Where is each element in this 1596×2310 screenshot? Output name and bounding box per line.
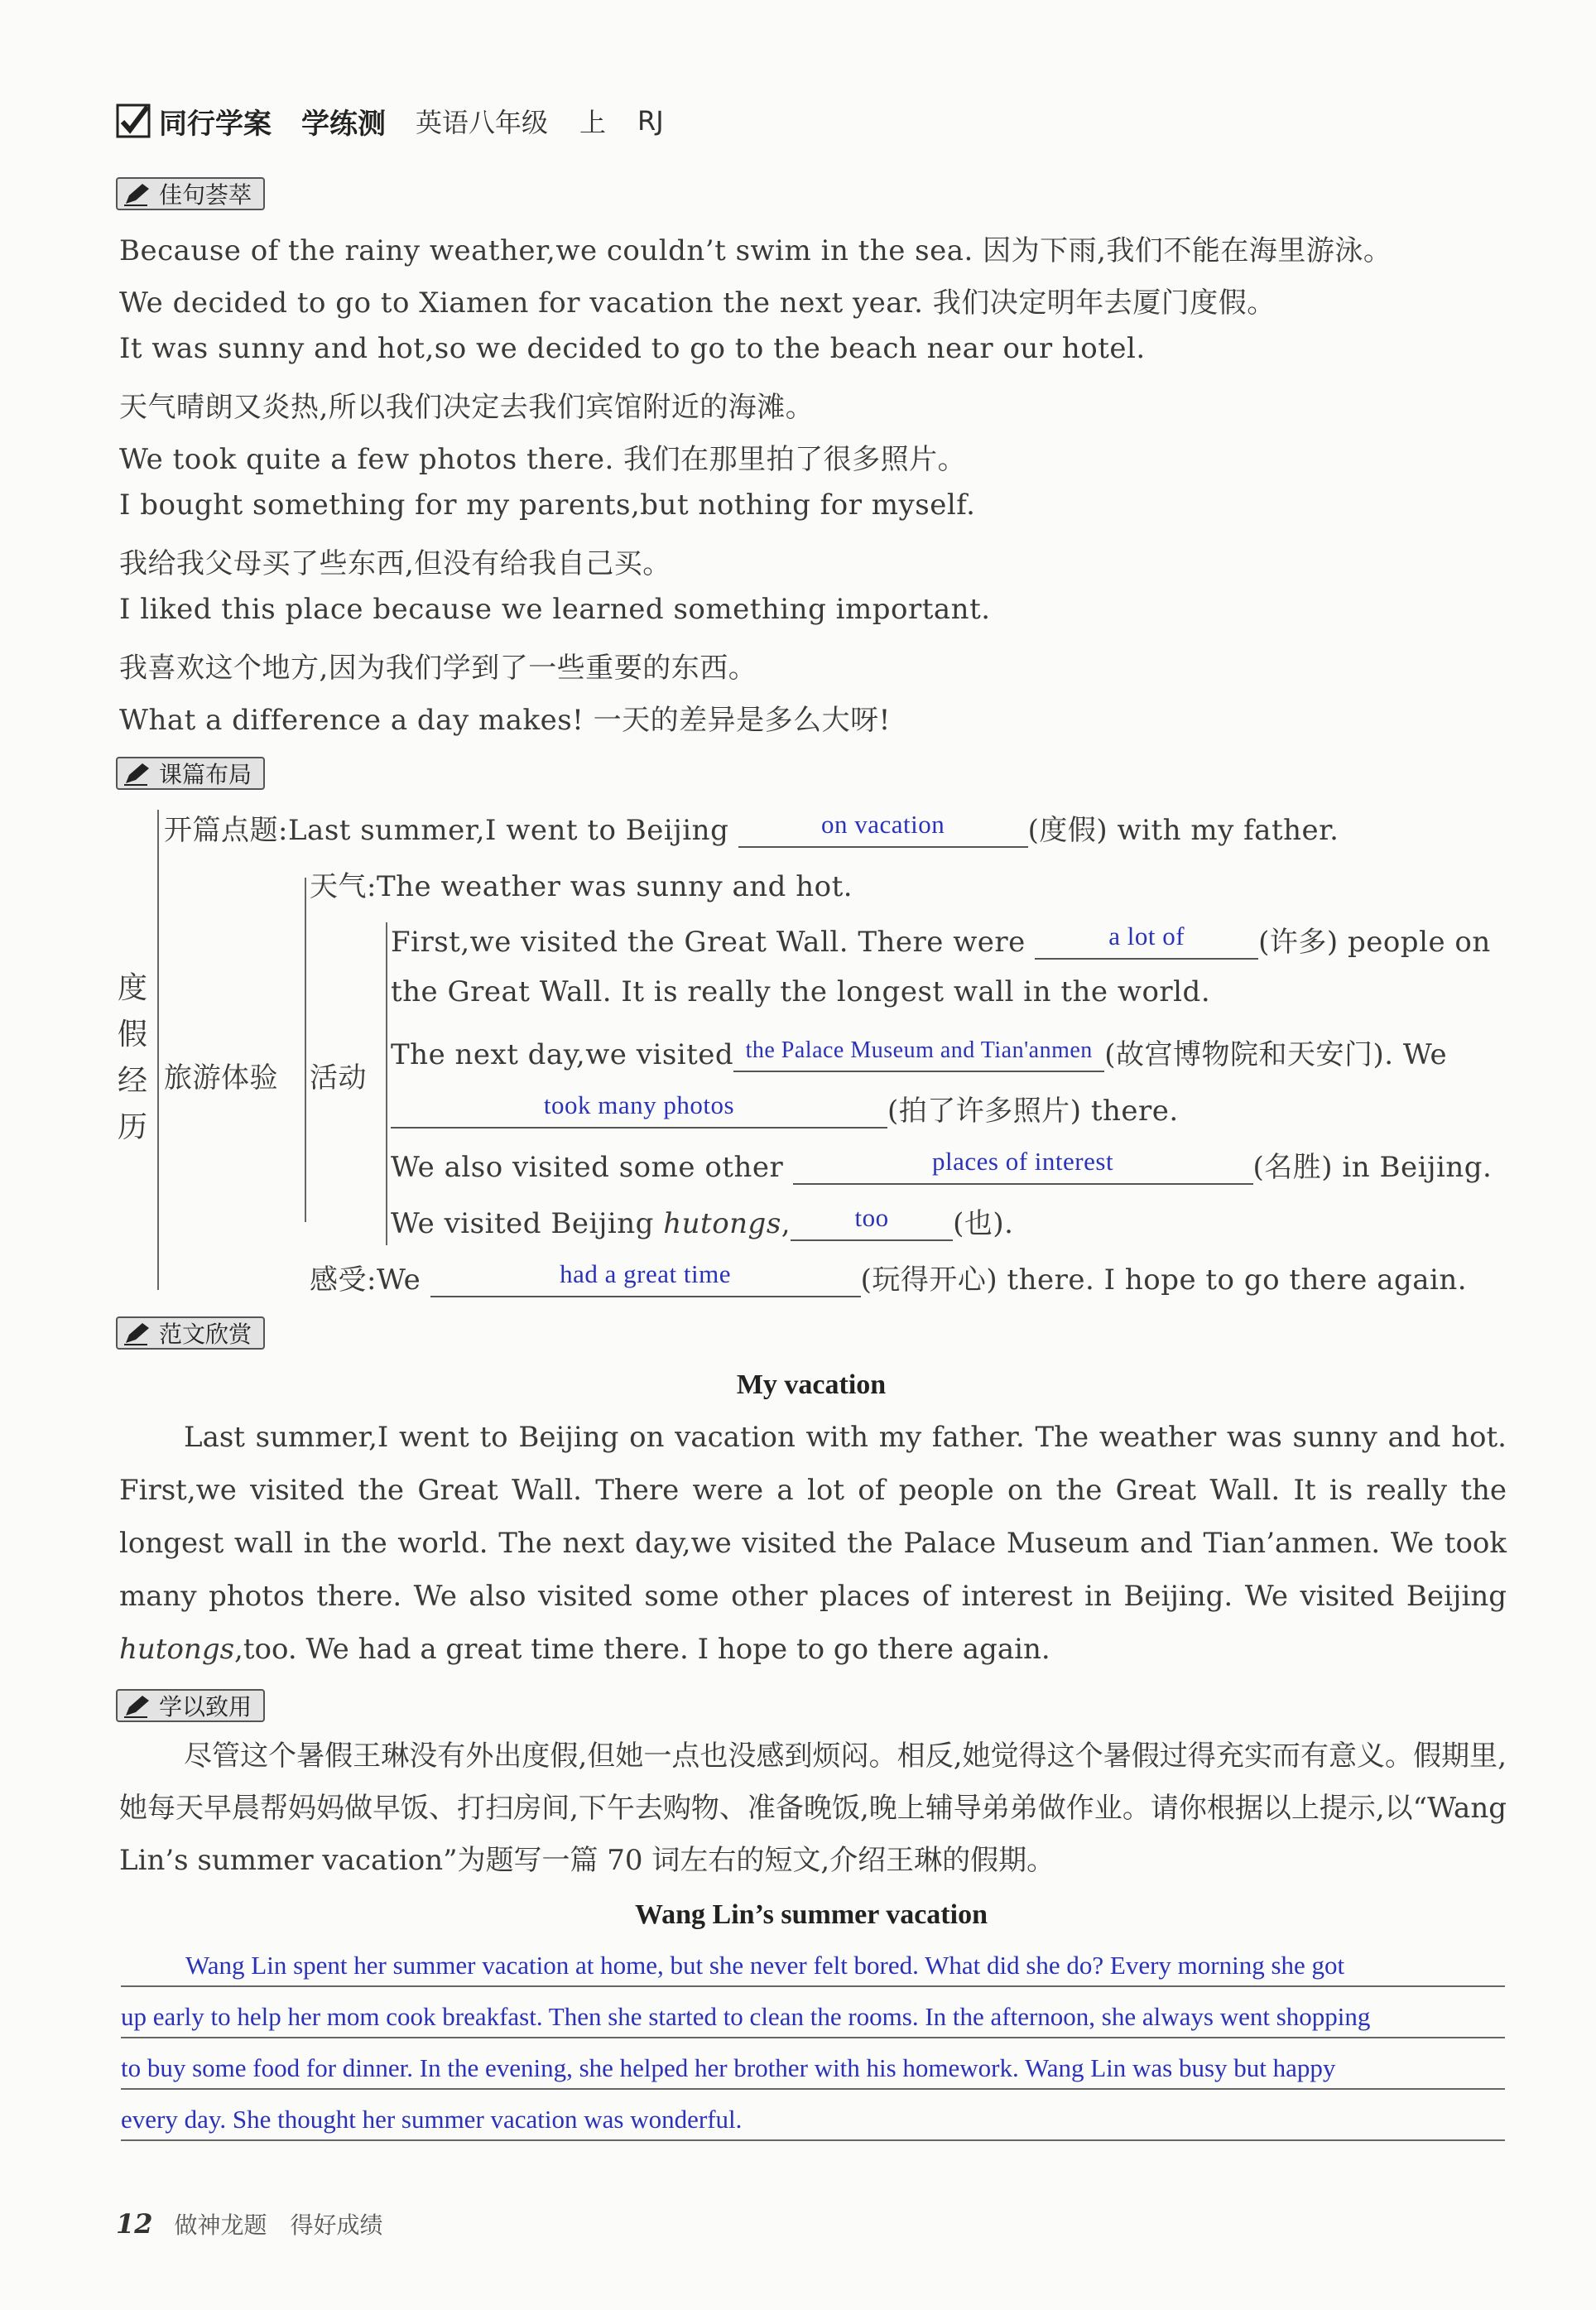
phrase-line: 我喜欢这个地方,因为我们学到了一些重要的东西。 bbox=[119, 652, 757, 685]
outline-intro bbox=[164, 807, 1339, 848]
weather-label: 天气: bbox=[310, 870, 377, 903]
section-tag-model bbox=[116, 1316, 265, 1350]
essay-answer-line: every day. She thought her summer vacation was wonderful. bbox=[121, 2105, 743, 2134]
answer-text: on vacation bbox=[821, 810, 945, 839]
answer-blank bbox=[738, 810, 1028, 848]
outline-branch: 旅游体验 bbox=[164, 1061, 278, 1095]
answer-text: had a great time bbox=[560, 1259, 731, 1288]
essay-answer-line: to buy some food for dinner. In the evening, she helped her brother with his homework. Wang Lin was busy but happy bbox=[121, 2053, 1336, 2082]
phrase-line: I liked this place because we learned something important. bbox=[119, 593, 991, 626]
outline-activity: First,we visited the Great Wall. There were a lot of (许多) people on bbox=[391, 922, 1491, 959]
outline-activity-label: 活动 bbox=[310, 1061, 367, 1095]
section-tag-phrases bbox=[116, 177, 265, 210]
checkmark-logo-icon bbox=[116, 103, 151, 138]
answer-text: a lot of bbox=[1108, 922, 1185, 950]
outline-weather bbox=[310, 864, 853, 904]
model-paragraph: Last summer,I went to Beijing on vacation with my father. The weather was sunny and hot. First,we visited the Great Wall. There were a lot of people on the Great Wall. It is really the longest wall in the world. The next day,we visited the Palace Museum and Tian’anmen. We took many photos there. We also visited some other places of interest in Beijing. We visited Beijing hutongs,too. We had a great time there. I hope to go there again. bbox=[119, 1421, 1507, 1666]
phrase-line: We took quite a few photos there. 我们在那里拍了很多照片。 bbox=[119, 443, 967, 476]
weather-text: The weather was sunny and hot. bbox=[376, 870, 853, 903]
section-tag-label: 学以致用 bbox=[159, 1693, 252, 1720]
section-tag-layout bbox=[116, 757, 265, 790]
pencil-icon bbox=[123, 1692, 152, 1719]
intro-text: Last summer,I went to Beijing bbox=[287, 814, 729, 847]
series-name: 学练测 bbox=[301, 107, 386, 141]
answer-blank bbox=[1035, 922, 1258, 960]
brand-name: 同行学案 bbox=[159, 107, 272, 141]
pencil-icon bbox=[123, 1320, 152, 1346]
answer-text: places of interest bbox=[932, 1147, 1114, 1176]
feeling-label: 感受: bbox=[310, 1263, 377, 1297]
intro-text-post: (度假) with my father. bbox=[1027, 814, 1339, 847]
volume-label: 上 bbox=[579, 107, 607, 138]
footer-slogan: 做神龙题 bbox=[174, 2211, 267, 2239]
answer-blank bbox=[430, 1259, 861, 1297]
outline-activity: We also visited some other places of interest (名胜) in Beijing. bbox=[391, 1147, 1493, 1184]
phrase-line: 天气晴朗又炎热,所以我们决定去我们宾馆附近的海滩。 bbox=[119, 391, 815, 424]
answer-blank bbox=[793, 1147, 1253, 1185]
phrase-line: It was sunny and hot,so we decided to go to the beach near our hotel. bbox=[119, 332, 1146, 365]
grade-label: 英语八年级 bbox=[416, 107, 549, 138]
outline-activity: The next day,we visited the Palace Museum and Tian'anmen (故宫博物院和天安门). We bbox=[391, 1037, 1448, 1071]
essay-answer-line: Wang Lin spent her summer vacation at home, but she never felt bored. What did she do? Every morning she got bbox=[185, 1951, 1345, 1980]
section-tag-practice bbox=[116, 1689, 265, 1722]
footer-slogan: 得好成绩 bbox=[290, 2211, 383, 2239]
section-tag-label: 范文欣赏 bbox=[159, 1321, 252, 1348]
outline-bracket bbox=[305, 878, 306, 1222]
model-title: My vacation bbox=[736, 1369, 887, 1400]
pencil-icon bbox=[123, 180, 152, 207]
section-tag-label: 佳句荟萃 bbox=[159, 181, 252, 209]
pencil-icon bbox=[123, 760, 152, 787]
phrase-line: Because of the rainy weather,we couldn’t swim in the sea. 因为下雨,我们不能在海里游泳。 bbox=[119, 234, 1392, 267]
answer-text: took many photos bbox=[543, 1090, 735, 1119]
outline-root: 度假经历 bbox=[118, 971, 148, 1144]
outline-bracket bbox=[386, 922, 387, 1245]
phrase-line: 我给我父母买了些东西,但没有给我自己买。 bbox=[119, 547, 671, 580]
section-tag-label: 课篇布局 bbox=[159, 761, 252, 788]
edition-label: RJ bbox=[637, 105, 664, 137]
practice-prompt: 尽管这个暑假王琳没有外出度假,但她一点也没感到烦闷。相反,她觉得这个暑假过得充实而有意义。假期里,她每天早晨帮妈妈做早饭、打扫房间,下午去购物、准备晚饭,晚上辅导弟弟做作业。请你根据以上提示,以“Wang Lin’s summer vacation”为题写一篇 70 词左右的短文,介绍王琳的假期。 bbox=[119, 1740, 1507, 1877]
answer-text: the Palace Museum and Tian'anmen bbox=[745, 1037, 1093, 1063]
phrase-line: What a difference a day makes! 一天的差异是多么大呀! bbox=[119, 704, 891, 737]
outline-activity: We visited Beijing hutongs, too (也). bbox=[391, 1203, 1014, 1240]
phrase-line: I bought something for my parents,but nothing for myself. bbox=[119, 488, 976, 522]
practice-title: Wang Lin’s summer vacation bbox=[635, 1899, 988, 1930]
essay-answer-line: up early to help her mom cook breakfast. Then she started to clean the rooms. In the afternoon, she always went shopping bbox=[121, 2002, 1371, 2031]
phrase-line: We decided to go to Xiamen for vacation the next year. 我们决定明年去厦门度假。 bbox=[119, 286, 1276, 320]
outline-bracket bbox=[157, 810, 159, 1290]
answer-blank bbox=[791, 1203, 953, 1241]
outline-activity: took many photos (拍了许多照片) there. bbox=[391, 1088, 1179, 1129]
page-header bbox=[116, 98, 664, 144]
outline-activity: the Great Wall. It is really the longest wall in the world. bbox=[391, 975, 1211, 1008]
page-number: 12 bbox=[116, 2208, 153, 2240]
page-footer bbox=[116, 2207, 383, 2240]
intro-label: 开篇点题: bbox=[164, 814, 288, 847]
answer-blank bbox=[733, 1037, 1104, 1072]
outline-feeling: 感受:We had a great time (玩得开心) there. I hope to go there again. bbox=[310, 1259, 1468, 1297]
answer-text: too bbox=[854, 1203, 889, 1232]
